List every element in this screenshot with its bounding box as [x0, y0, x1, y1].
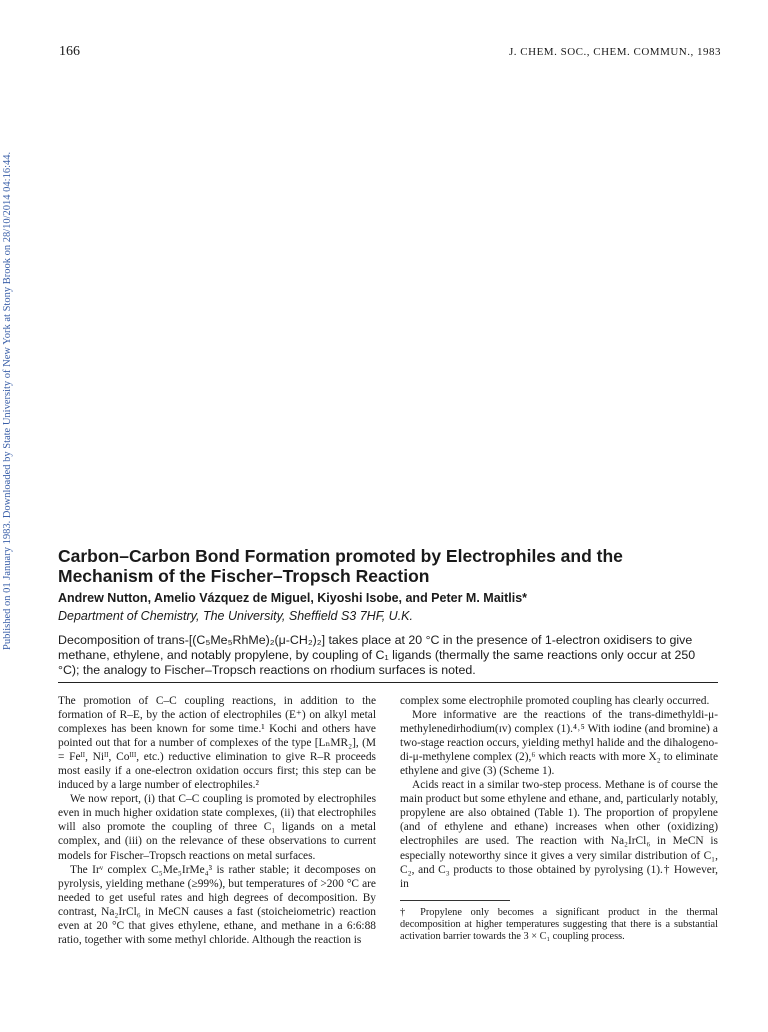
abstract-divider [58, 682, 718, 683]
article-authors: Andrew Nutton, Amelio Vázquez de Miguel, Kiyoshi Isobe, and Peter M. Maitlis* [58, 591, 528, 605]
article-title: Carbon–Carbon Bond Formation promoted by Electrophiles and the Mechanism of the Fischer–Tropsch Reaction [58, 546, 623, 586]
author-affiliation: Department of Chemistry, The University, Sheffield S3 7HF, U.K. [58, 609, 413, 623]
footnote: † Propylene only becomes a significant product in the thermal decomposition at higher temperatures suggesting that there is a substantial activation barrier towards the 3 × C₁ coupling process. [400, 906, 718, 943]
running-head: J. CHEM. SOC., CHEM. COMMUN., 1983 [509, 46, 721, 58]
page-number: 166 [59, 44, 80, 59]
left-column [58, 694, 376, 947]
footnote-divider [400, 900, 510, 901]
download-notice[interactable]: Published on 01 January 1983. Downloaded by State University of New York at Stony Brook on 28/10/2014 04:16:44. [2, 151, 13, 650]
abstract: Decomposition of trans-[(C₅Me₅RhMe)₂(μ-CH₂)₂] takes place at 20 °C in the presence of 1-electron oxidisers to give methane, ethylene, and notably propylene, by coupling of C₁ ligands (thermally the same reactions only occur at 250 °C); the analogy to Fischer–Tropsch reactions on rhodium surfaces is noted. [58, 633, 696, 677]
paragraph: We now report, (i) that C–C coupling is promoted by electrophiles even in much higher oxidation state complexes, (ii) that electrophiles will also promote the coupling of three C₁ ligands on a metal complex, and (iii) on the relevance of these observations to current models for Fischer–Tropsch reactions on metal surfaces. [58, 793, 376, 862]
paragraph: More informative are the reactions of the trans-dimethyldi-μ-methylenedirhodium(ɪᴠ) complex (1).⁴˒⁵ With iodine (and bromine) a two-stage reaction occurs, yielding methyl halide and the dihalogeno-di-μ-methylene complex (2),⁶ which reacts with more X₂ to eliminate ethylene and give (3) (Scheme 1). [400, 709, 718, 778]
paragraph: Acids react in a similar two-step process. Methane is of course the main product but some ethylene and ethane, and, particularly notably, propylene are also obtained (Table 1). The proportion of propylene (and of ethylene and ethane) increases when other (oxidizing) electrophiles are used. The reaction with Na₂IrCl₆ in MeCN is especially noteworthy since it gives a very similar distribution of C₁, C₂, and C₃ products to those obtained by pyrolysing (1).† However, in [400, 779, 718, 890]
paragraph: The promotion of C–C coupling reactions, in addition to the formation of R–E, by the action of electrophiles (E⁺) on alkyl metal complexes has been known for some time.¹ Kochi and others have pointed out that for a number of complexes of the type [LₙMR₂], (M = Feᴵᴵ, Niᴵᴵ, Coᴵᴵᴵ, etc.) reductive elimination to give R–R proceeds most easily if a one-electron oxidation occurs first; this step can be induced by a large number of electrophiles.² [58, 695, 376, 792]
right-column [400, 694, 718, 943]
paragraph: complex some electrophile promoted coupling has clearly occurred. [400, 695, 710, 707]
paragraph: The Irᵛ complex C₅Me₅IrMe₄³ is rather stable; it decomposes on pyrolysis, yielding methane (≥99%), but temperatures of >200 °C are needed to get useful rates and high degrees of decomposition. By contrast, Na₂IrCl₆ in MeCN causes a fast (stoicheiometric) reaction even at 20 °C that gives ethylene, ethane, and methane in a 6:6:88 ratio, together with some methyl chloride. Although the reaction is [58, 863, 376, 946]
